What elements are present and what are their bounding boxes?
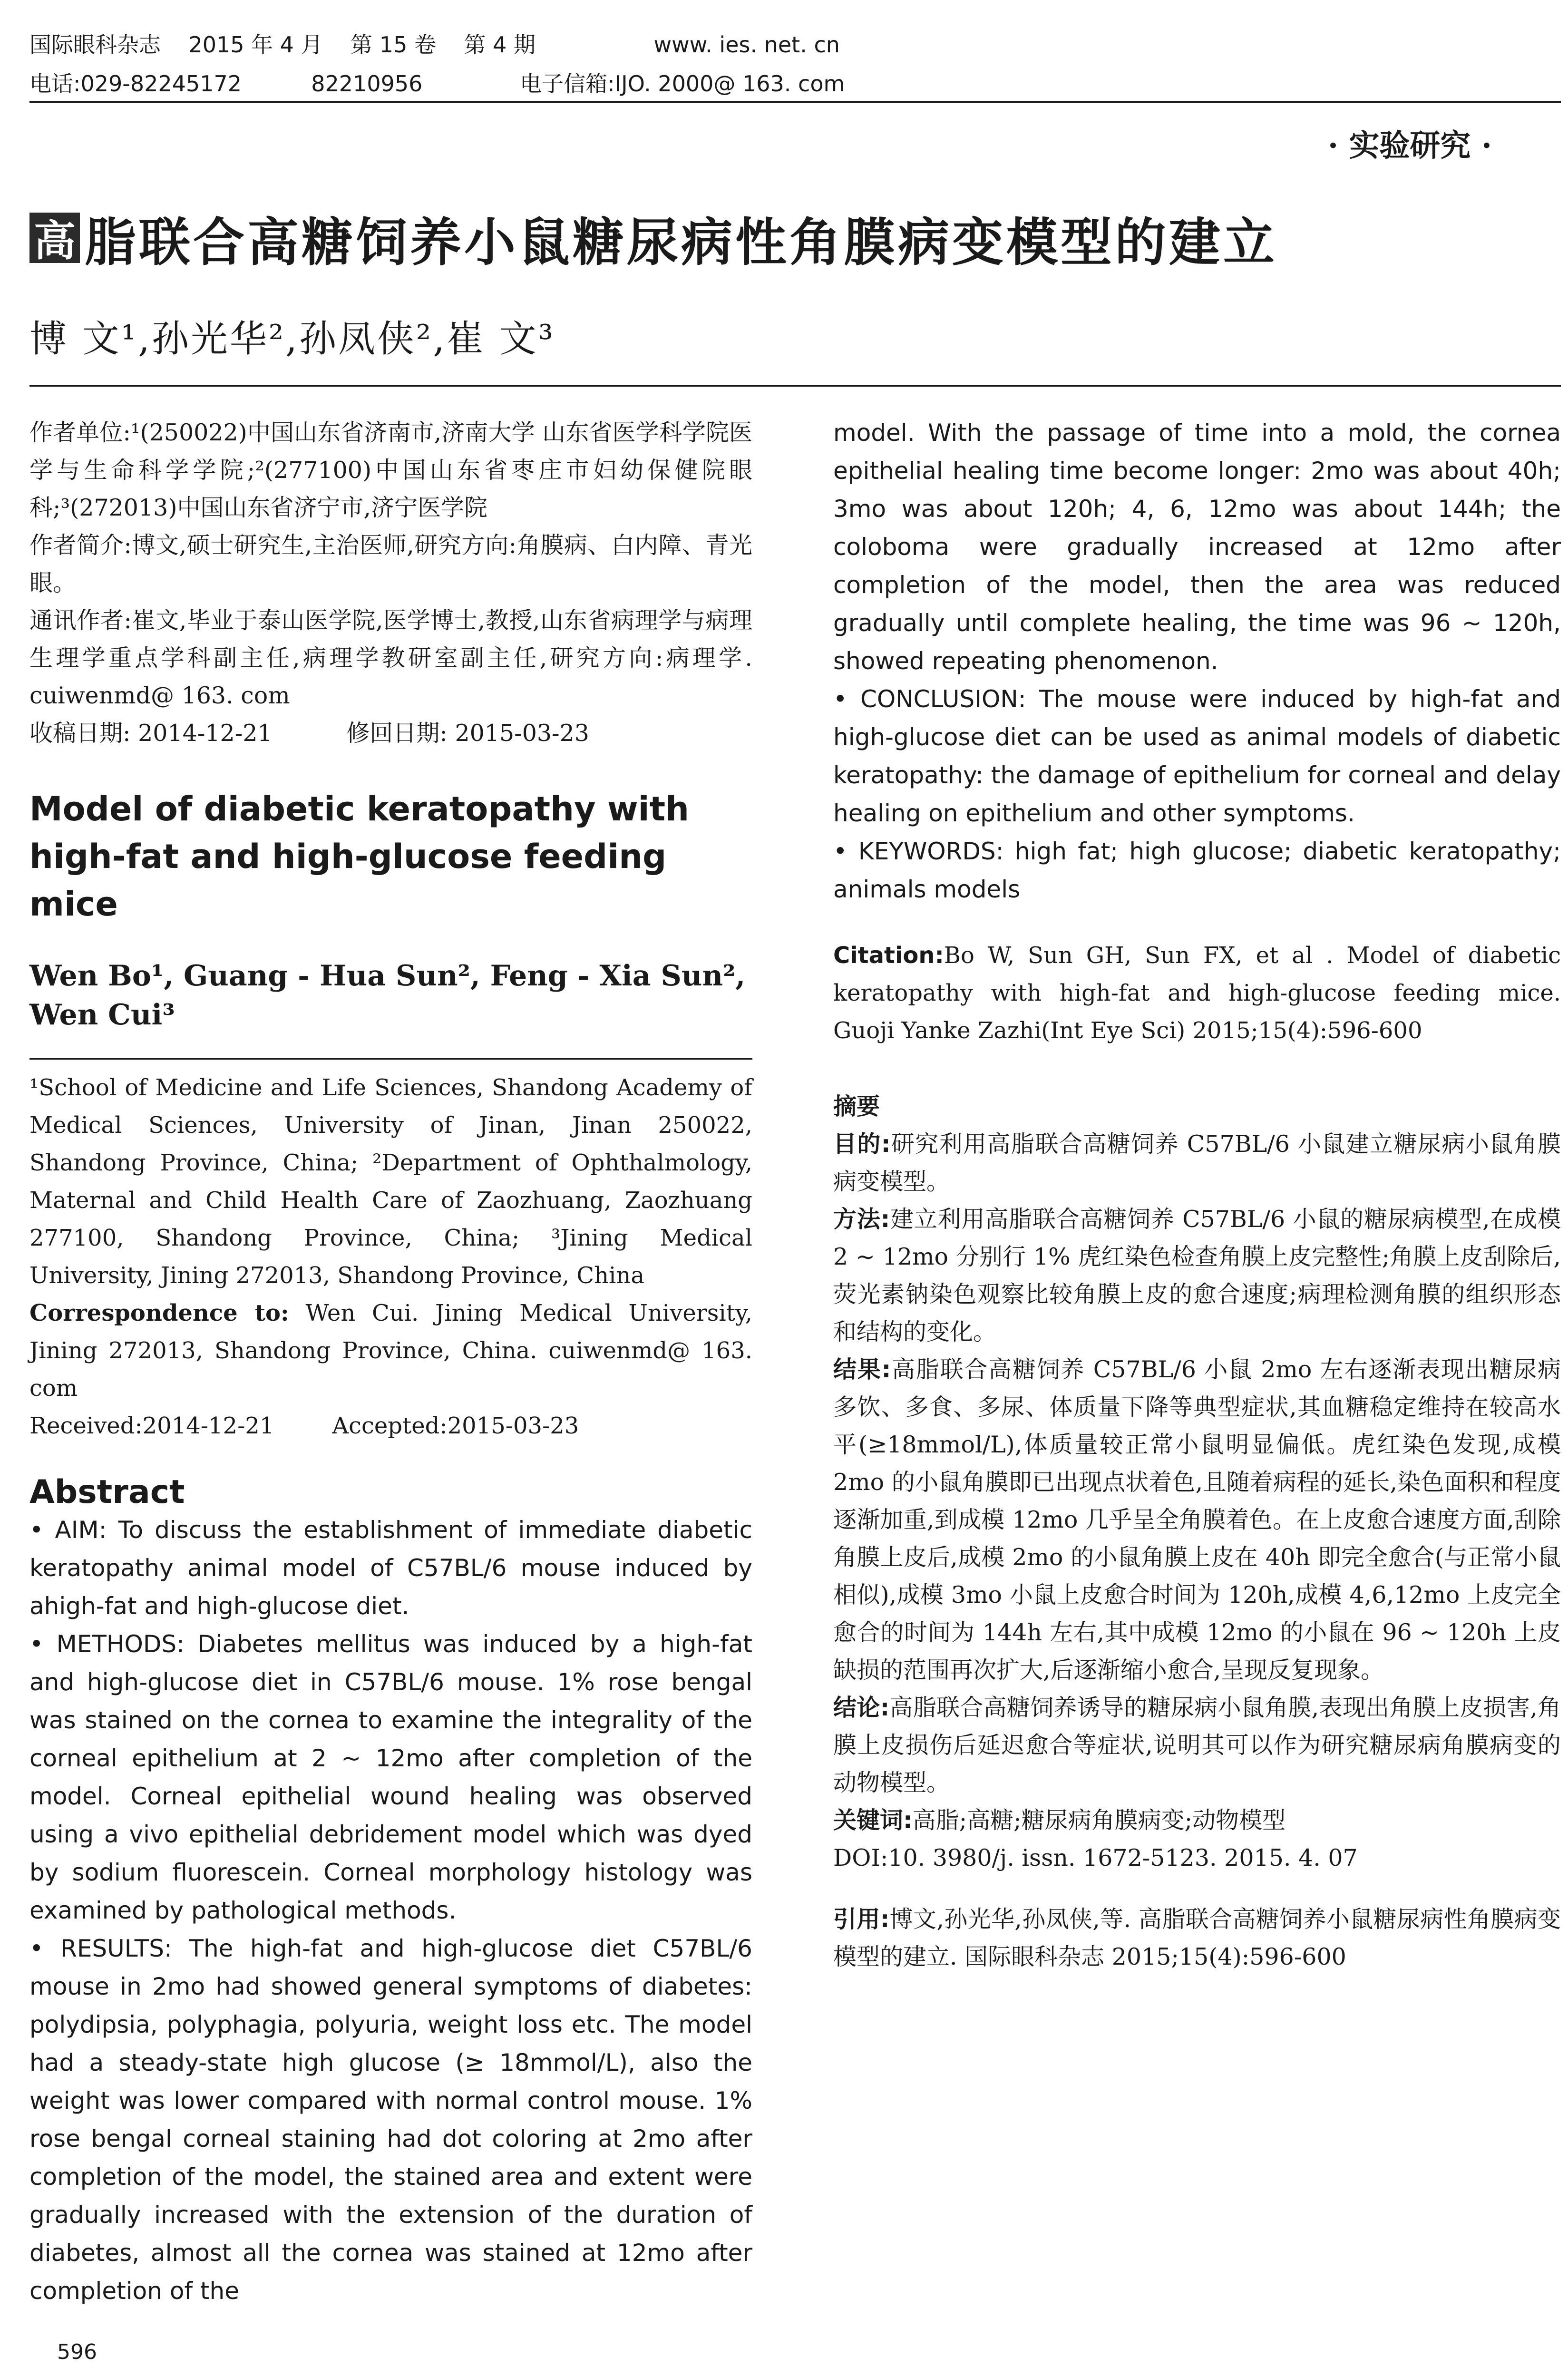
correspondence-text: Wen Cui. Jining Medical University, Jining 272013, Shandong Province, China. cuiwenmd@ 163. com: [29, 1300, 752, 1402]
keywords-label: 关键词:: [833, 1807, 913, 1834]
abstract-keywords: • KEYWORDS: high fat; high glucose; diabetic keratopathy; animals models: [833, 838, 1561, 903]
abstract-results-cn: [833, 1351, 1561, 1689]
abstract-results-continued: model. With the passage of time into a mold, the cornea epithelial healing time become longer: 2mo was about 40h; 3mo was about 120h; 4, 6, 12mo was about 144h; the coloboma were gradually increased at 12mo after completion of the model, then the area was reduced gradually until complete healing, the time was 96 ~ 120h, showed repeating phenomenon.: [833, 419, 1561, 675]
author-bio: [29, 526, 752, 602]
citation: [833, 937, 1561, 1050]
methods-label: 方法:: [833, 1206, 890, 1233]
doi: DOI:10. 3980/j. issn. 1672-5123. 2015. 4. 07: [833, 1844, 1358, 1871]
citation-cn-label: 引用:: [833, 1906, 890, 1933]
article-title: [29, 205, 1277, 271]
citation-cn-text: 博文,孙光华,孙凤侠,等. 高脂联合高糖饲养小鼠糖尿病性角膜病变模型的建立. 国际眼科杂志 2015;15(4):596-600: [833, 1906, 1561, 1970]
abstract-conclusion-cn: [833, 1689, 1561, 1802]
author-bio-label: 作者简介:: [29, 532, 132, 559]
conclusion-text: 高脂联合高糖饲养诱导的糖尿病小鼠角膜,表现出角膜上皮损害,角膜上皮损伤后延迟愈合等症状,说明其可以作为研究糖尿病角膜病变的动物模型。: [833, 1694, 1561, 1796]
journal-contact-line: 电话:029-82245172 82210956 电子信箱:IJO. 2000@ 163. com: [29, 71, 845, 97]
corresponding-author: [29, 602, 752, 714]
journal-header: [29, 28, 1561, 104]
authors-chinese: 博 文¹,孙光华²,孙凤侠²,崔 文³: [29, 318, 555, 360]
corresponding-author-label: 通讯作者:: [29, 607, 132, 634]
english-authors: Wen Bo¹, Guang - Hua Sun², Feng - Xia Sun², Wen Cui³: [29, 959, 746, 1032]
keywords-text: 高脂;高糖;糖尿病角膜病变;动物模型: [912, 1807, 1286, 1834]
header-rule: [29, 101, 1561, 103]
abstract-methods-cn: [833, 1200, 1561, 1351]
chinese-abstract-heading: 摘要: [833, 1093, 880, 1120]
title-text: 脂联合高糖饲养小鼠糖尿病性角膜病变模型的建立: [85, 213, 1278, 273]
author-units: [29, 414, 752, 526]
page-number: 596: [57, 2340, 97, 2364]
received-dates-cn: 收稿日期: 2014-12-21 修回日期: 2015-03-23: [29, 720, 589, 747]
abstract-methods: • METHODS: Diabetes mellitus was induced by a high-fat and high-glucose diet in C57BL/6 mouse. 1% rose bengal was stained on the cornea to examine the integrality of the corneal epithelium at 2 ~ 12mo after completion of the model. Corneal epithelial wound healing was observed using a vivo epithelial debridement model which was dyed by sodium fluorescein. Corneal morphology histology was examined by pathological methods.: [29, 1630, 752, 1924]
abstract-heading: Abstract: [29, 1473, 185, 1511]
keywords-cn: [833, 1802, 1561, 1839]
journal-info-line: 国际眼科杂志 2015 年 4 月 第 15 卷 第 4 期 www. ies. net. cn: [29, 32, 840, 58]
english-title: Model of diabetic keratopathy with high-fat and high-glucose feeding mice: [29, 789, 689, 924]
corresponding-author-text: 崔文,毕业于泰山医学院,医学博士,教授,山东省病理学与病理生理学重点学科副主任,病理学教研室副主任,研究方向:病理学. cuiwenmd@ 163. com: [29, 607, 752, 709]
correspondence-label: Correspondence to:: [29, 1300, 289, 1326]
left-column: [29, 414, 752, 2310]
author-units-text: ¹(250022)中国山东省济南市,济南大学 山东省医学科学院医学与生命科学学院;²(277100)中国山东省枣庄市妇幼保健院眼科;³(272013)中国山东省济宁市,济宁医学院: [29, 419, 752, 521]
abstract-conclusion: • CONCLUSION: The mouse were induced by high-fat and high-glucose diet can be used as animal models of diabetic keratopathy: the damage of epithelium for corneal and delay healing on epithelium and other symptoms.: [833, 685, 1561, 827]
abstract-objective-cn: [833, 1125, 1561, 1200]
correspondence: [29, 1295, 752, 1407]
title-highlight-char: 高: [29, 213, 80, 263]
citation-label: Citation:: [833, 942, 944, 969]
conclusion-label: 结论:: [833, 1694, 890, 1721]
abstract-aim: • AIM: To discuss the establishment of immediate diabetic keratopathy animal model of C57BL/6 mouse induced by ahigh-fat and high-glucose diet.: [29, 1516, 752, 1620]
results-text: 高脂联合高糖饲养 C57BL/6 小鼠 2mo 左右逐渐表现出糖尿病多饮、多食、多尿、体质量下降等典型症状,其血糖稳定维持在较高水平(≥18mmol/L),体质量较正常小鼠明显偏低。虎红染色发现,成模 2mo 的小鼠角膜即已出现点状着色,且随着病程的延长,染色面积和程度逐渐加重,到成模 12mo 几乎呈全角膜着色。在上皮愈合速度方面,刮除角膜上皮后,成模 2mo 的小鼠角膜上皮在 40h 即完全愈合(与正常小鼠相似),成模 3mo 小鼠上皮愈合时间为 120h,成模 4,6,12mo 上皮完全愈合的时间为 144h 左右,其中成模 12mo 的小鼠在 96 ~ 120h 上皮缺损的范围再次扩大,后逐渐缩小愈合,呈现反复现象。: [833, 1356, 1561, 1684]
objective-text: 研究利用高脂联合高糖饲养 C57BL/6 小鼠建立糖尿病小鼠角膜病变模型。: [833, 1130, 1561, 1195]
english-affiliation: ¹School of Medicine and Life Sciences, Shandong Academy of Medical Sciences, University of Jinan, Jinan 250022, Shandong Province, China; ²Department of Ophthalmology, Maternal and Child Health Care of Zaozhuang, Zaozhuang 277100, Shandong Province, China; ³Jining Medical University, Jining 272013, Shandong Province, China: [29, 1074, 752, 1289]
received-accepted-en: Received:2014-12-21 Accepted:2015-03-23: [29, 1413, 579, 1439]
author-units-label: 作者单位:: [29, 419, 131, 446]
abstract-results: • RESULTS: The high-fat and high-glucose diet C57BL/6 mouse in 2mo had showed general symptoms of diabetes: polydipsia, polyphagia, polyuria, weight loss etc. The model had a steady-state high glucose (≥ 18mmol/L), also the weight was lower compared with normal control mouse. 1% rose bengal corneal staining had dot coloring at 2mo after completion of the model, the stained area and extent were gradually increased with the extension of the duration of diabetes, almost all the cornea was stained at 12mo after completion of the: [29, 1935, 752, 2305]
methods-text: 建立利用高脂联合高糖饲养 C57BL/6 小鼠的糖尿病模型,在成模 2 ~ 12mo 分别行 1% 虎红染色检查角膜上皮完整性;角膜上皮刮除后,荧光素钠染色观察比较角膜上皮的愈合速度;病理检测角膜的组织形态和结构的变化。: [833, 1206, 1561, 1345]
authors-rule: [29, 385, 1561, 387]
right-column: [833, 414, 1561, 1976]
author-bio-text: 博文,硕士研究生,主治医师,研究方向:角膜病、白内障、青光眼。: [29, 532, 752, 596]
results-label: 结果:: [833, 1356, 891, 1383]
objective-label: 目的:: [833, 1130, 891, 1158]
citation-text: Bo W, Sun GH, Sun FX, et al . Model of diabetic keratopathy with high-fat and high-glucose feeding mice. Guoji Yanke Zazhi(Int Eye Sci) 2015;15(4):596-600: [833, 942, 1561, 1044]
citation-cn: [833, 1900, 1561, 1976]
section-label: · 实验研究 ·: [1327, 128, 1492, 164]
